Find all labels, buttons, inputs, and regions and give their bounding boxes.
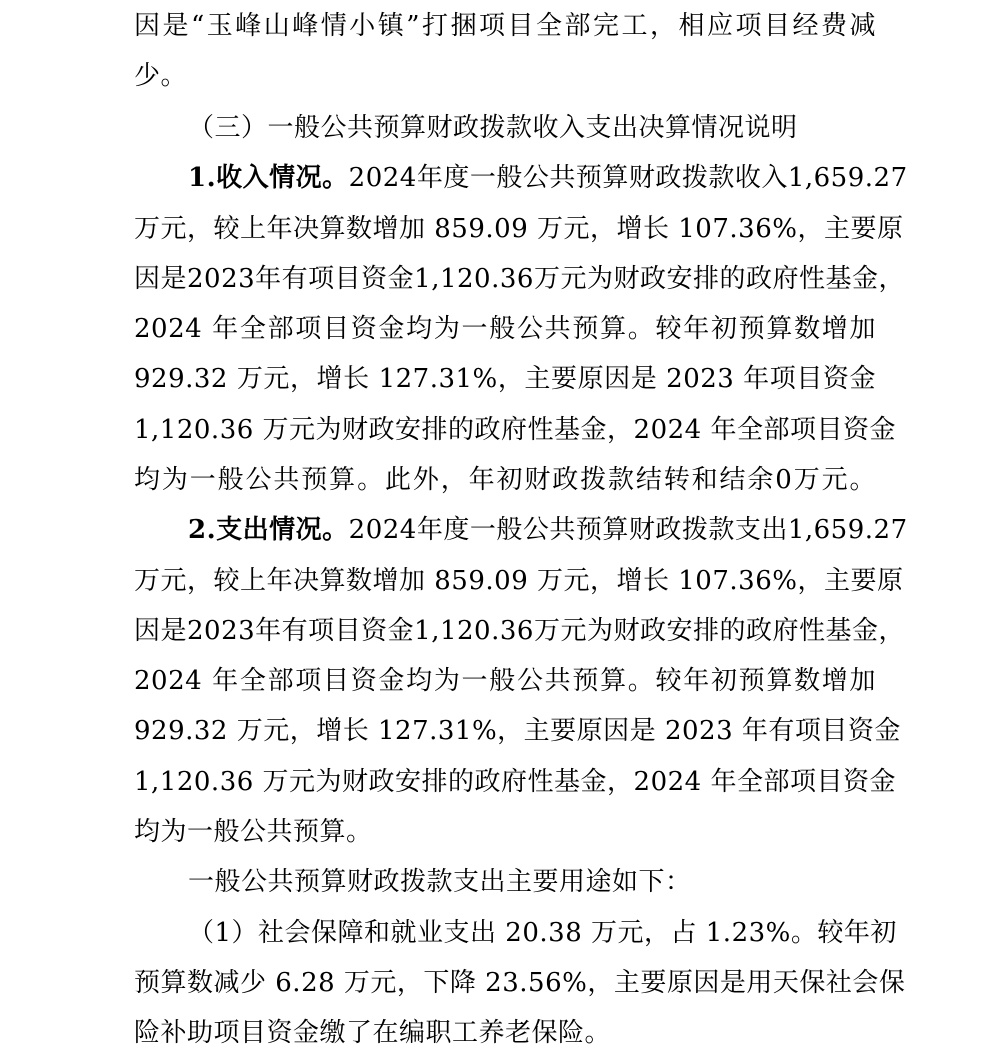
- paragraph-line: 均为一般公共预算。此外，年初财政拨款结转和结余0万元。: [134, 465, 876, 495]
- paragraph-text: 2024年度一般公共预算财政拨款支出1,659.27: [348, 515, 908, 545]
- section-heading: （三）一般公共预算财政拨款收入支出决算情况说明: [188, 113, 798, 143]
- paragraph-line: 预算数减少 6.28 万元，下降 23.56%，主要原因是用天保社会保: [134, 968, 906, 998]
- paragraph-line: 万元，较上年决算数增加 859.09 万元，增长 107.36%，主要原: [134, 214, 904, 244]
- paragraph-line: 因是“玉峰山峰情小镇”打捆项目全部完工，相应项目经费减: [134, 11, 876, 41]
- paragraph-line: 一般公共预算财政拨款支出主要用途如下：: [188, 867, 692, 897]
- paragraph-line: 2024 年全部项目资金均为一般公共预算。较年初预算数增加: [134, 666, 876, 696]
- paragraph-line: [134, 512, 908, 548]
- paragraph-line: 少。: [134, 61, 188, 91]
- paragraph-line: [134, 160, 908, 196]
- paragraph-line: 险补助项目资金缴了在编职工养老保险。: [134, 1018, 612, 1048]
- paragraph-line: 929.32 万元，增长 127.31%，主要原因是 2023 年项目资金: [134, 364, 876, 394]
- paragraph-line: 2024 年全部项目资金均为一般公共预算。较年初预算数增加: [134, 314, 876, 344]
- paragraph-line: 929.32 万元，增长 127.31%，主要原因是 2023 年有项目资金: [134, 716, 901, 746]
- paragraph-line: 因是2023年有项目资金1,120.36万元为财政安排的政府性基金，: [134, 264, 905, 294]
- paragraph-line: 万元，较上年决算数增加 859.09 万元，增长 107.36%，主要原: [134, 566, 904, 596]
- paragraph-text: 2024年度一般公共预算财政拨款收入1,659.27: [348, 163, 908, 193]
- paragraph-line: （1）社会保障和就业支出 20.38 万元，占 1.23%。较年初: [188, 918, 897, 948]
- paragraph-line: 因是2023年有项目资金1,120.36万元为财政安排的政府性基金，: [134, 616, 905, 646]
- expenditure-heading: 2.支出情况。: [188, 515, 349, 545]
- paragraph-line: 1,120.36 万元为财政安排的政府性基金，2024 年全部项目资金: [134, 415, 896, 445]
- paragraph-line: 1,120.36 万元为财政安排的政府性基金，2024 年全部项目资金: [134, 767, 896, 797]
- paragraph-line: 均为一般公共预算。: [134, 817, 373, 847]
- income-heading: 1.收入情况。: [188, 163, 349, 193]
